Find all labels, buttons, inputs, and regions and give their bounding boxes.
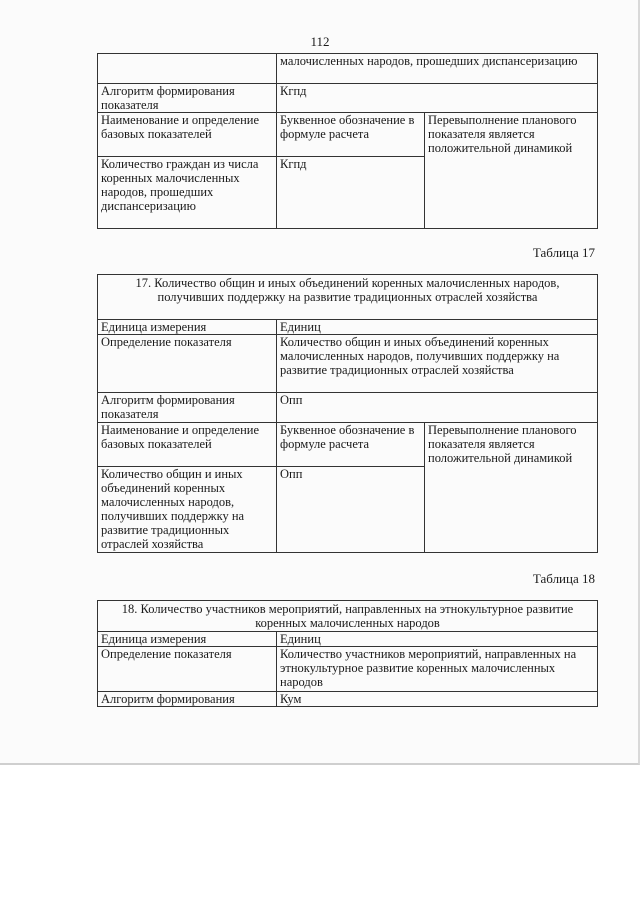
unit-value: Единиц xyxy=(277,320,598,335)
definition-value: Количество участников мероприятий, направленных на этнокультурное развитие коренных малочисленных народов xyxy=(277,647,598,692)
algorithm-value: Кгпд xyxy=(277,84,598,113)
table-18 xyxy=(97,600,598,707)
table-continued xyxy=(97,53,598,229)
base-name-value: Количество общин и иных объединений коренных малочисленных народов, получивших поддержку на развитие традиционных отраслей хозяйства xyxy=(98,467,277,553)
letter-header: Буквенное обозначение в формуле расчета xyxy=(277,113,425,157)
definition-label: Определение показателя xyxy=(98,335,277,393)
base-name-header: Наименование и определение базовых показателей xyxy=(98,113,277,157)
definition-label: Определение показателя xyxy=(98,647,277,692)
table-17-title: 17. Количество общин и иных объединений коренных малочисленных народов, получивших поддержку на развитие традиционных отраслей хозяйства xyxy=(98,275,598,320)
algorithm-label: Алгоритм формирования показателя xyxy=(98,84,277,113)
algorithm-value: Кум xyxy=(277,692,598,707)
algorithm-label: Алгоритм формирования показателя xyxy=(98,393,277,423)
overfulfillment-note: Перевыполнение планового показателя является положительной динамикой xyxy=(425,423,598,553)
unit-label: Единица измерения xyxy=(98,632,277,647)
letter-value: Кгпд xyxy=(277,157,425,229)
algorithm-label: Алгоритм формирования xyxy=(98,692,277,707)
table-18-title: 18. Количество участников мероприятий, направленных на этнокультурное развитие коренных малочисленных народов xyxy=(98,601,598,632)
definition-value: Количество общин и иных объединений коренных малочисленных народов, получивших поддержку на развитие традиционных отраслей хозяйства xyxy=(277,335,598,393)
base-name-header: Наименование и определение базовых показателей xyxy=(98,423,277,467)
page-number: 112 xyxy=(310,34,330,49)
unit-label: Единица измерения xyxy=(98,320,277,335)
empty-cell xyxy=(98,54,277,84)
continued-text: малочисленных народов, прошедших диспансеризацию xyxy=(277,54,598,84)
letter-value: Опп xyxy=(277,467,425,553)
letter-header: Буквенное обозначение в формуле расчета xyxy=(277,423,425,467)
overfulfillment-note: Перевыполнение планового показателя является положительной динамикой xyxy=(425,113,598,229)
base-name-value: Количество граждан из числа коренных малочисленных народов, прошедших диспансеризацию xyxy=(98,157,277,229)
algorithm-value: Опп xyxy=(277,393,598,423)
table-17-caption: Таблица 17 xyxy=(532,245,595,260)
table-18-caption: Таблица 18 xyxy=(532,571,595,586)
unit-value: Единиц xyxy=(277,632,598,647)
table-17 xyxy=(97,274,598,553)
